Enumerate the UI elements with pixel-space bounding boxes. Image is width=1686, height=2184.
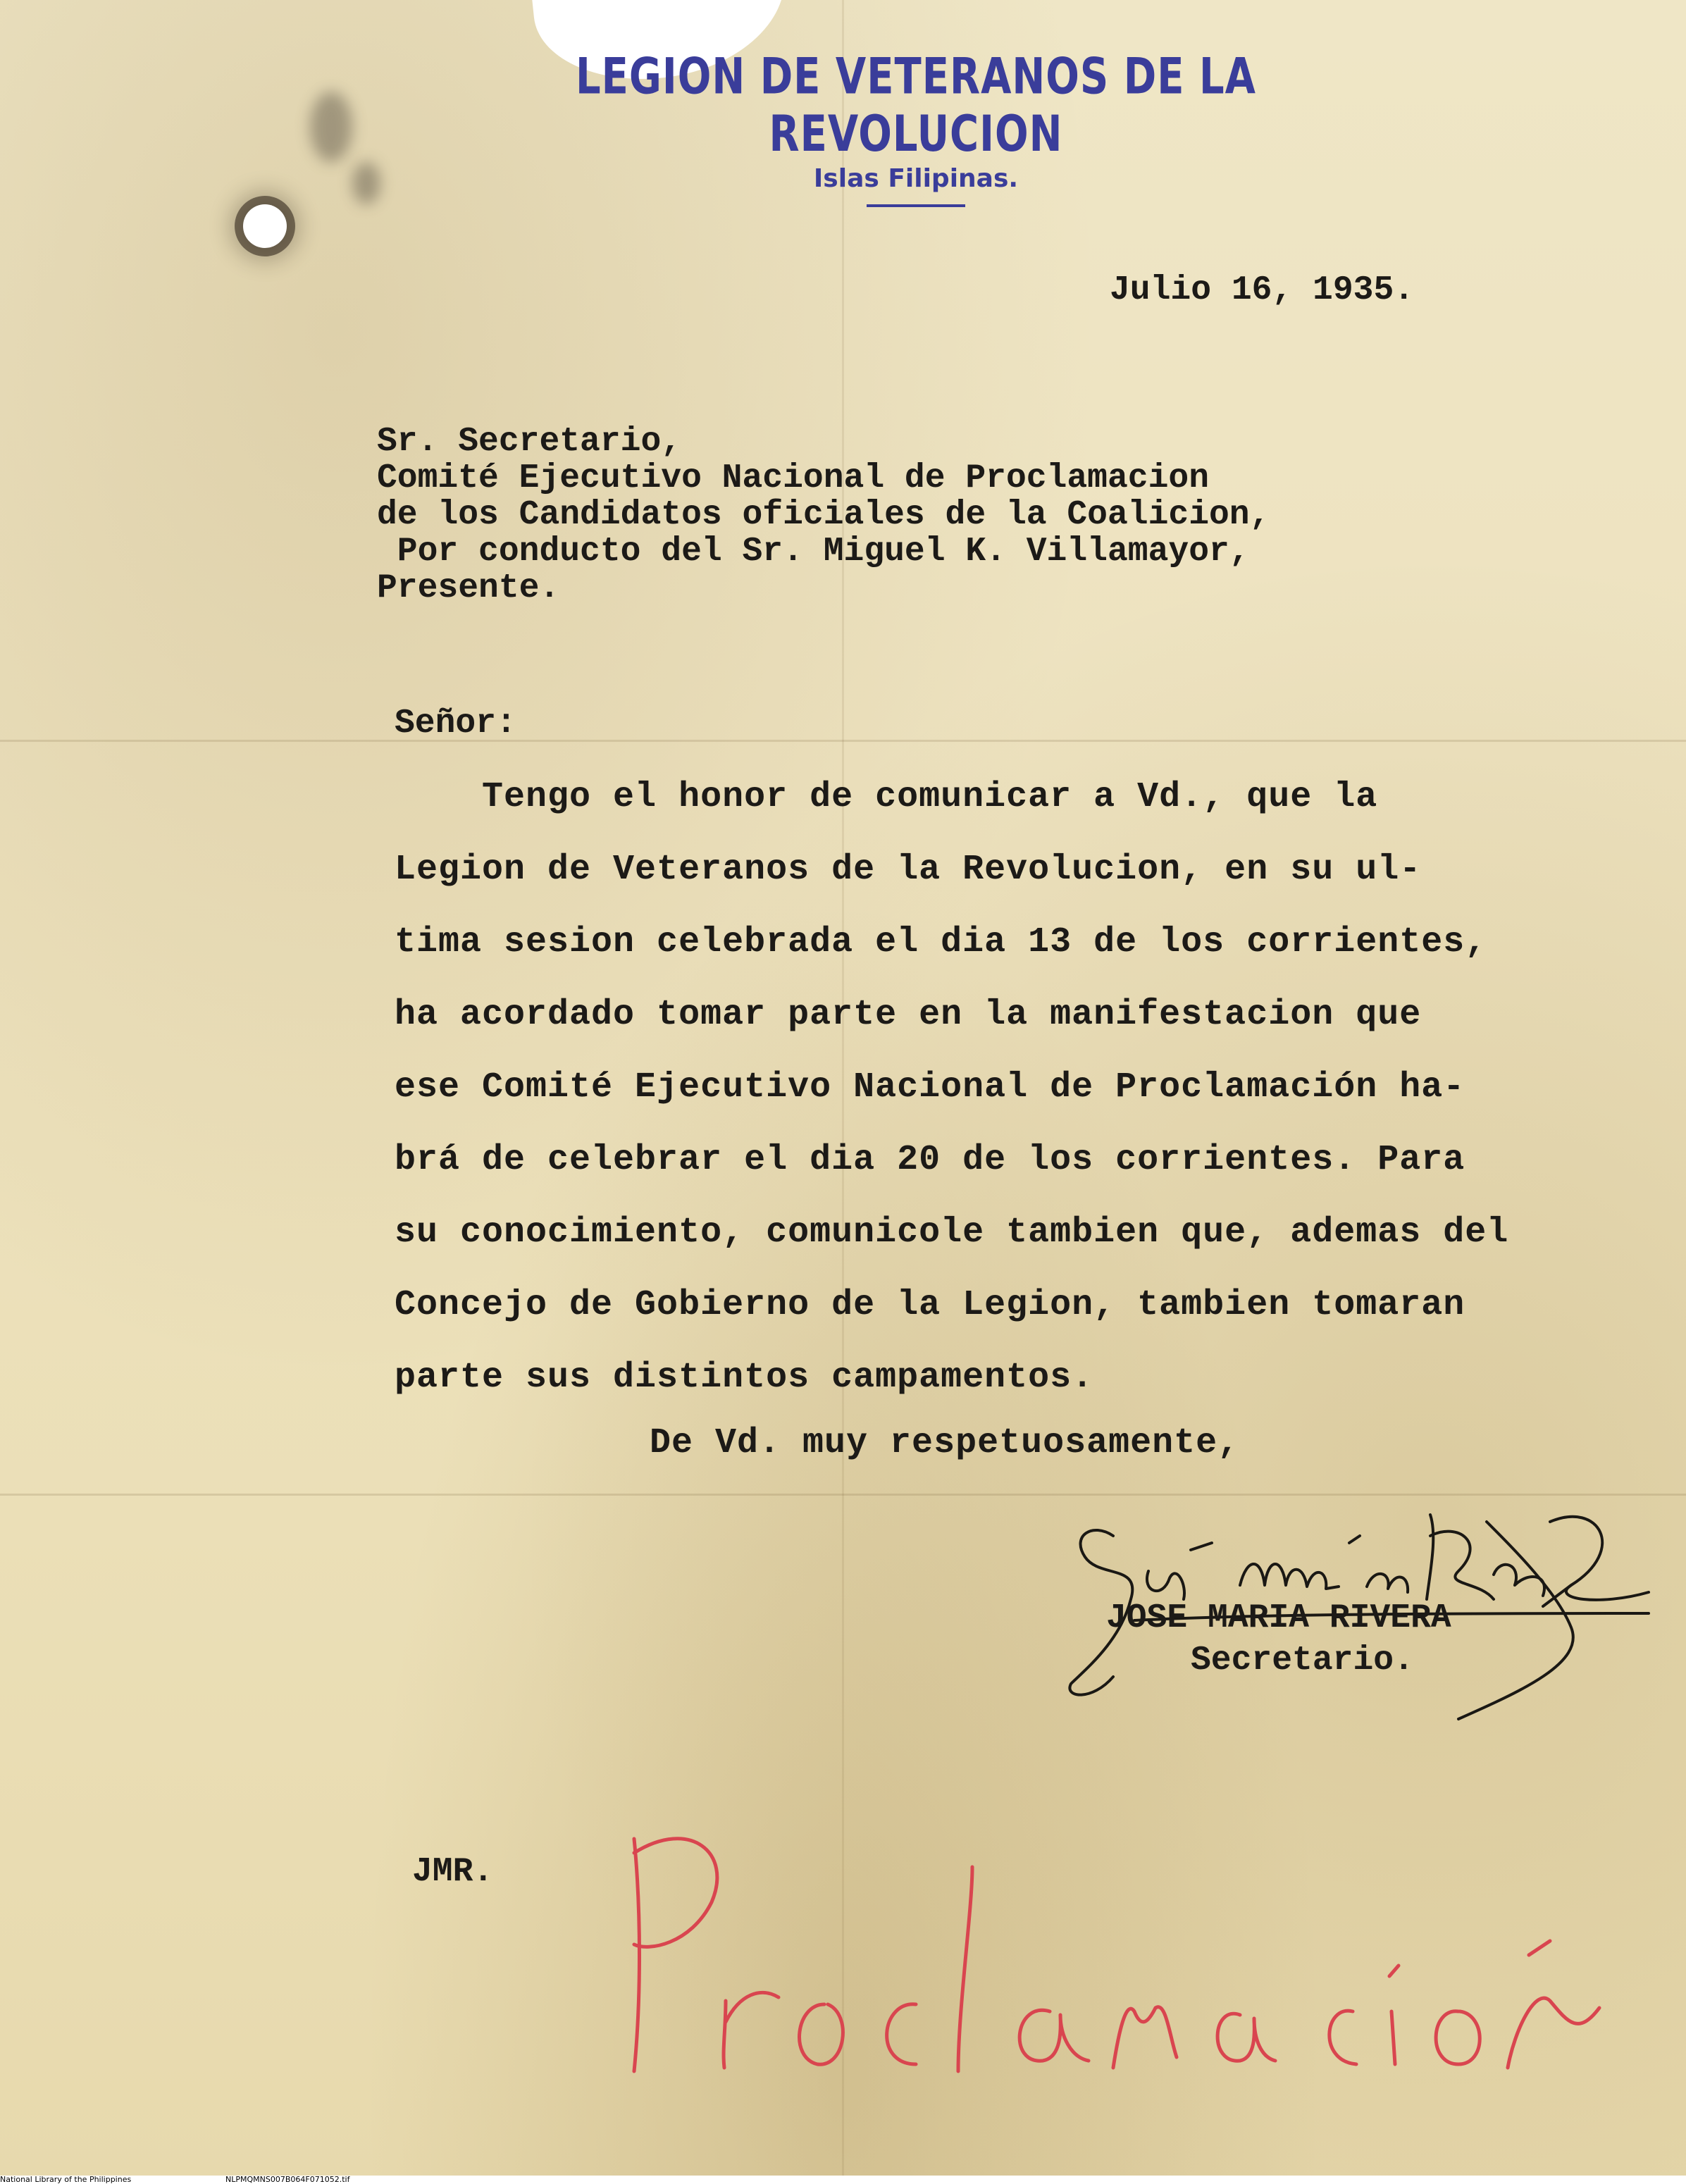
reference-initials: JMR. [412,1853,494,1891]
footer-filename: NLPMQMNS007B064F071052.tif [225,2175,350,2184]
body-line: ha acordado tomar parte en la manifestacion que [395,995,1422,1035]
body-line: tima sesion celebrada el dia 13 de los corrientes, [395,922,1487,962]
letter-date: Julio 16, 1935. [1110,271,1415,309]
closing: De Vd. muy respetuosamente, [650,1423,1240,1463]
letterhead-subtitle: Islas Filipinas. [813,164,1019,193]
red-annotation [592,1825,1613,2092]
address-line: Presente. [377,569,560,607]
body-line: Legion de Veteranos de la Revolucion, en su ul- [395,850,1422,890]
body-line: ese Comité Ejecutivo Nacional de Proclamación ha- [395,1067,1465,1107]
address-line: Comité Ejecutivo Nacional de Proclamacion [377,459,1209,497]
stain-mark [352,162,380,204]
body-line: Concejo de Gobierno de la Legion, tambien tomaran [395,1285,1465,1325]
signatory-title: Secretario. [1191,1642,1414,1680]
letterhead-title: LEGION DE VETERANOS DE LA REVOLUCION [575,48,1256,163]
salutation: Señor: [395,705,516,743]
signatory-name: JOSE MARIA RIVERA [1106,1599,1451,1637]
address-line: Sr. Secretario, [377,423,682,461]
address-line: Por conducto del Sr. Miguel K. Villamayor, [377,533,1250,571]
punch-hole [243,204,287,248]
body-line: su conocimiento, comunicole tambien que, ademas del [395,1212,1509,1253]
body-line: parte sus distintos campamentos. [395,1358,1094,1398]
address-line: de los Candidatos oficiales de la Coalicion, [377,496,1270,534]
letterhead-rule [867,204,965,207]
stain-mark [310,92,352,162]
body-line: brá de celebrar el dia 20 de los corrientes. Para [395,1140,1465,1180]
body-line: Tengo el honor de comunicar a Vd., que la [395,777,1378,817]
footer-source: National Library of the Philippines [0,2175,132,2184]
archive-footer [0,2176,1686,2184]
letterhead [535,48,1296,207]
